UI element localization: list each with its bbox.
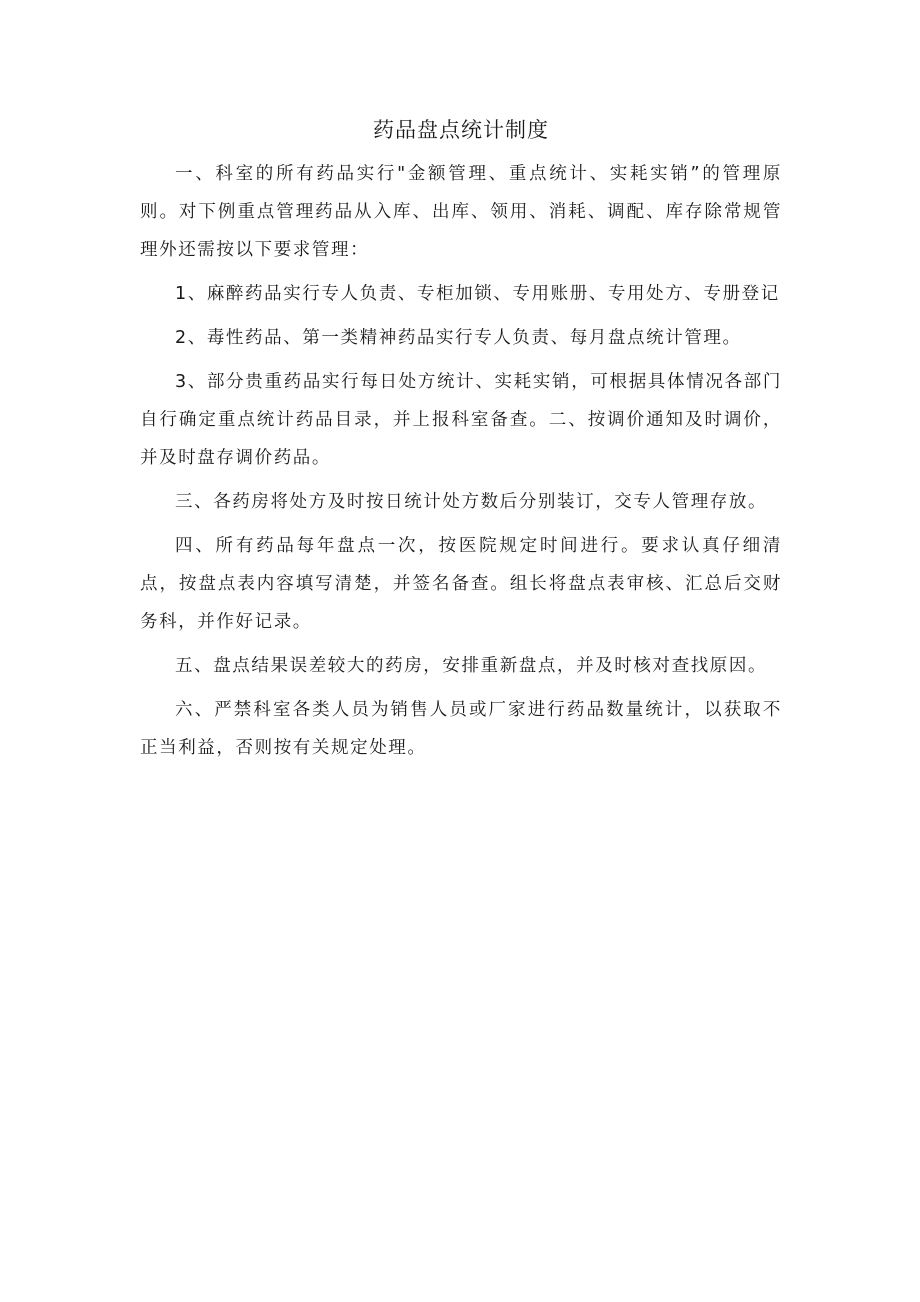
paragraph-section-1: 一、科室的所有药品实行"金额管理、重点统计、实耗实销”的管理原则。对下例重点管理药品从入库、出库、领用、消耗、调配、库存除常规管理外还需按以下要求管理： <box>140 164 782 260</box>
paragraph-section-5: 五、盘点结果误差较大的药房，安排重新盘点，并及时核对查找原因。 <box>175 656 768 676</box>
paragraph-section-3: 三、各药房将处方及时按日统计处方数后分别装订，交专人管理存放。 <box>175 492 768 512</box>
document-title: 药品盘点统计制度 <box>373 118 549 142</box>
paragraph-item-3: 3、部分贵重药品实行每日处方统计、实耗实销，可根据具体情况各部门自行确定重点统计药品目录，并上报科室备查。二、按调价通知及时调价，并及时盘存调价药品。 <box>140 372 782 468</box>
paragraph-section-6: 六、严禁科室各类人员为销售人员或厂家进行药品数量统计，以获取不正当利益，否则按有关规定处理。 <box>140 700 782 758</box>
paragraph-item-1: 1、麻醉药品实行专人负责、专柜加锁、专用账册、专用处方、专册登记 <box>175 284 780 304</box>
paragraph-item-2: 2、毒性药品、第一类精神药品实行专人负责、每月盘点统计管理。 <box>175 328 742 348</box>
document-page <box>140 115 782 773</box>
paragraph-section-4: 四、所有药品每年盘点一次，按医院规定时间进行。要求认真仔细清点，按盘点表内容填写清楚，并签名备查。组长将盘点表审核、汇总后交财务科，并作好记录。 <box>140 536 782 632</box>
